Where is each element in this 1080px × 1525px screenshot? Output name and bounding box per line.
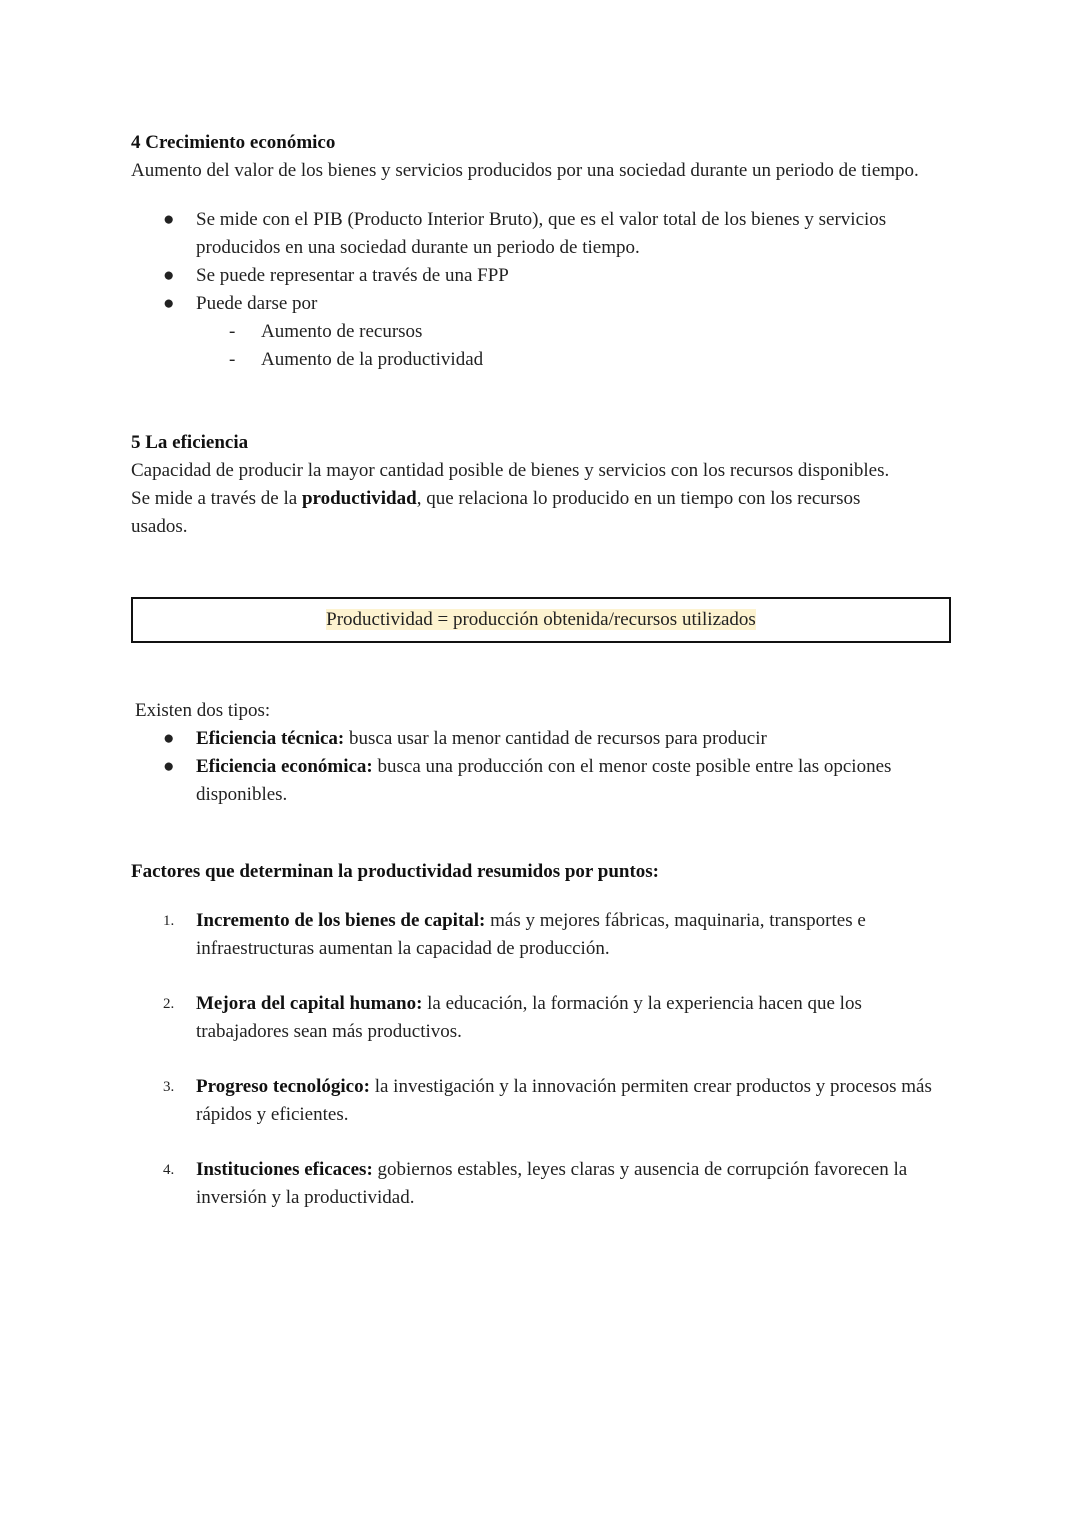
bold-term: Mejora del capital humano: [196,993,423,1014]
numbered-item [131,990,916,1046]
paragraph: Existen dos tipos: [135,700,271,721]
efficiency-types [135,697,965,809]
list-item [131,290,961,318]
text: , que relaciona lo producido en un tiempo con los recursos usados. [131,488,861,537]
bold-term: Progreso tecnológico: [196,1076,370,1097]
numbered-item [131,1073,956,1129]
bold-term: Instituciones eficaces: [196,1159,373,1180]
numbered-item [131,1156,961,1212]
bold-term: productividad [301,488,417,509]
item-number: 3. [163,1079,175,1095]
list-item-text: Se puede representar a través de una FPP [196,265,509,286]
list-item [131,725,965,753]
dash-icon: - [229,321,236,342]
list-item-text: Aumento de recursos [261,321,423,342]
bold-term: Eficiencia económica: [196,756,373,777]
bullet-icon: ● [163,265,175,286]
formula-box [131,597,951,643]
item-number: 4. [163,1162,175,1178]
sub-list-item [131,318,961,346]
factors [131,858,961,1212]
bold-term: Incremento de los bienes de capital: [196,910,486,931]
section-5 [131,429,961,541]
list-item-text: la educación, la formación y la experiencia hacen que los trabajadores sean más productivos. [196,993,862,1042]
bullet-icon: ● [163,756,175,777]
bold-term: Eficiencia técnica: [196,728,345,749]
list-item-text: busca usar la menor cantidad de recursos para producir [344,728,767,749]
section-heading: 5 La eficiencia [131,432,249,453]
bullet-icon: ● [163,209,175,230]
formula: Productividad = producción obtenida/recursos utilizados [326,609,756,630]
sub-list-item [131,346,961,374]
list-item-text: más y mejores fábricas, maquinaria, transportes e infraestructuras aumentan la capacidad de producción. [196,910,866,959]
text: Se mide a través de la [131,488,302,509]
numbered-item [131,907,956,963]
bullet-icon: ● [163,293,175,314]
list-item-text: Se mide con el PIB (Producto Interior Bruto), que es el valor total de los bienes y servicios producidos en una sociedad durante un periodo de tiempo. [196,209,887,258]
list-item-text: la investigación y la innovación permiten crear productos y procesos más rápidos y eficientes. [196,1076,932,1125]
list-item-text: Puede darse por [196,293,318,314]
section-4 [131,129,961,374]
item-number: 1. [163,913,175,929]
list-item-text: Aumento de la productividad [261,349,484,370]
list-item-text: busca una producción con el menor coste posible entre las opciones disponibles. [196,756,892,805]
list-item [131,262,961,290]
paragraph [131,485,921,541]
bullet-icon: ● [163,728,175,749]
item-number: 2. [163,996,175,1012]
section-heading: 4 Crecimiento económico [131,132,336,153]
dash-icon: - [229,349,236,370]
section-heading: Factores que determinan la productividad resumidos por puntos: [131,861,660,882]
list-item-text: gobiernos estables, leyes claras y ausencia de corrupción favorecen la inversión y la productividad. [196,1159,908,1208]
list-item [131,206,921,262]
list-item [131,753,936,809]
paragraph: Aumento del valor de los bienes y servicios producidos por una sociedad durante un periodo de tiempo. [131,160,919,181]
paragraph: Capacidad de producir la mayor cantidad posible de bienes y servicios con los recursos disponibles. [131,460,890,481]
